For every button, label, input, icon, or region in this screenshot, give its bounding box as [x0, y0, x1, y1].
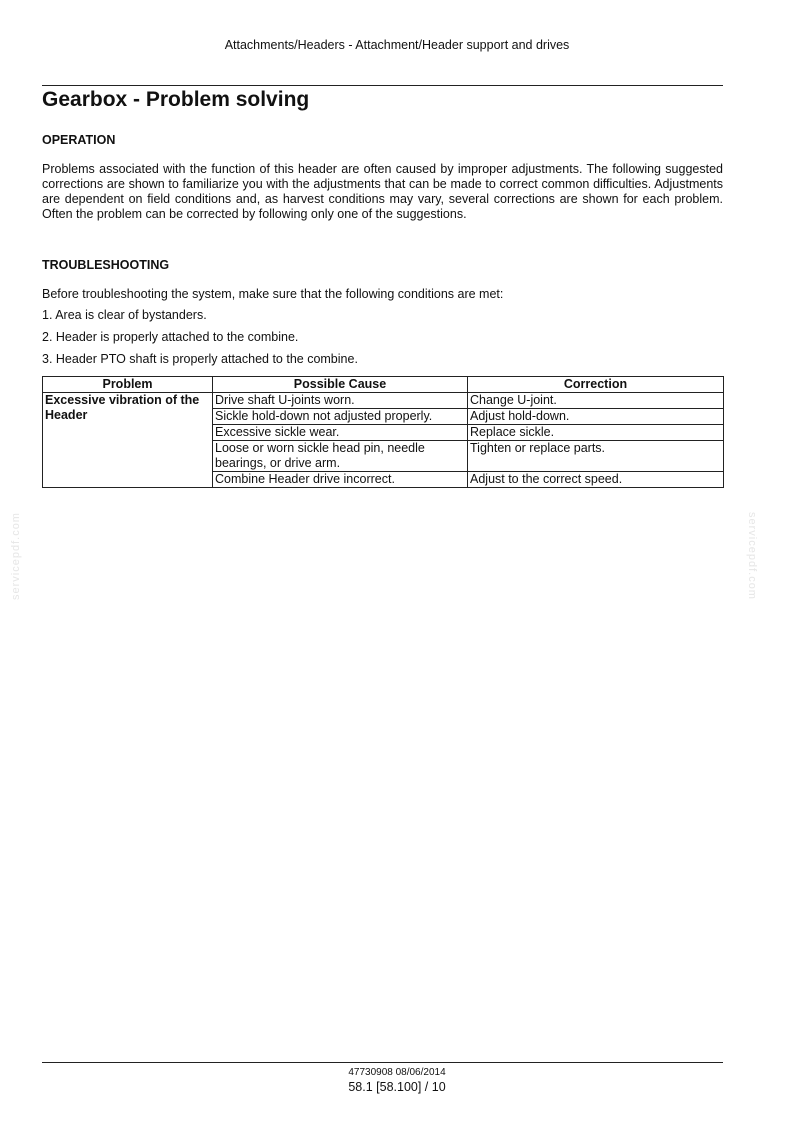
troubleshooting-table — [42, 376, 724, 488]
correction-cell: Adjust hold-down. — [468, 409, 724, 425]
correction-cell: Adjust to the correct speed. — [468, 472, 724, 488]
watermark-left: servicepdf.com — [10, 512, 22, 600]
cause-cell: Combine Header drive incorrect. — [213, 472, 468, 488]
condition-item: 2. Header is properly attached to the combine. — [42, 330, 299, 344]
condition-item: 1. Area is clear of bystanders. — [42, 308, 207, 322]
correction-cell: Change U-joint. — [468, 393, 724, 409]
correction-cell: Tighten or replace parts. — [468, 441, 724, 472]
watermark-right: servicepdf.com — [746, 512, 758, 600]
table-header-row — [43, 377, 724, 393]
column-header-correction: Correction — [468, 377, 724, 393]
page-title: Gearbox - Problem solving — [42, 88, 310, 111]
cause-cell: Drive shaft U-joints worn. — [213, 393, 468, 409]
column-header-problem: Problem — [43, 377, 213, 393]
footer-rule — [42, 1062, 723, 1063]
operation-paragraph: Problems associated with the function of this header are often caused by improper adjustments. The following suggested corrections are shown to familiarize you with the adjustments that can be made to correct common difficulties. Adjustments are dependent on field conditions and, as harvest conditions may vary, several corrections are shown for each problem. Often the problem can be corrected by following only one of the suggestions. — [42, 162, 723, 221]
table-row — [43, 393, 724, 409]
conditions-list — [42, 304, 358, 370]
cause-cell: Excessive sickle wear. — [213, 425, 468, 441]
cause-cell: Sickle hold-down not adjusted properly. — [213, 409, 468, 425]
running-header: Attachments/Headers - Attachment/Header support and drives — [224, 38, 570, 52]
footer-page-reference: 58.1 [58.100] / 10 — [348, 1080, 446, 1094]
condition-item: 3. Header PTO shaft is properly attached to the combine. — [42, 352, 358, 366]
column-header-cause: Possible Cause — [213, 377, 468, 393]
correction-cell: Replace sickle. — [468, 425, 724, 441]
problem-cell: Excessive vibration of the Header — [43, 393, 213, 488]
header-rule — [42, 85, 723, 86]
operation-heading: OPERATION — [42, 133, 116, 147]
footer-doc-code: 47730908 08/06/2014 — [348, 1067, 446, 1078]
troubleshooting-heading: TROUBLESHOOTING — [42, 258, 170, 272]
troubleshooting-intro: Before troubleshooting the system, make sure that the following conditions are met: — [42, 287, 504, 301]
cause-cell: Loose or worn sickle head pin, needle bearings, or drive arm. — [213, 441, 468, 472]
